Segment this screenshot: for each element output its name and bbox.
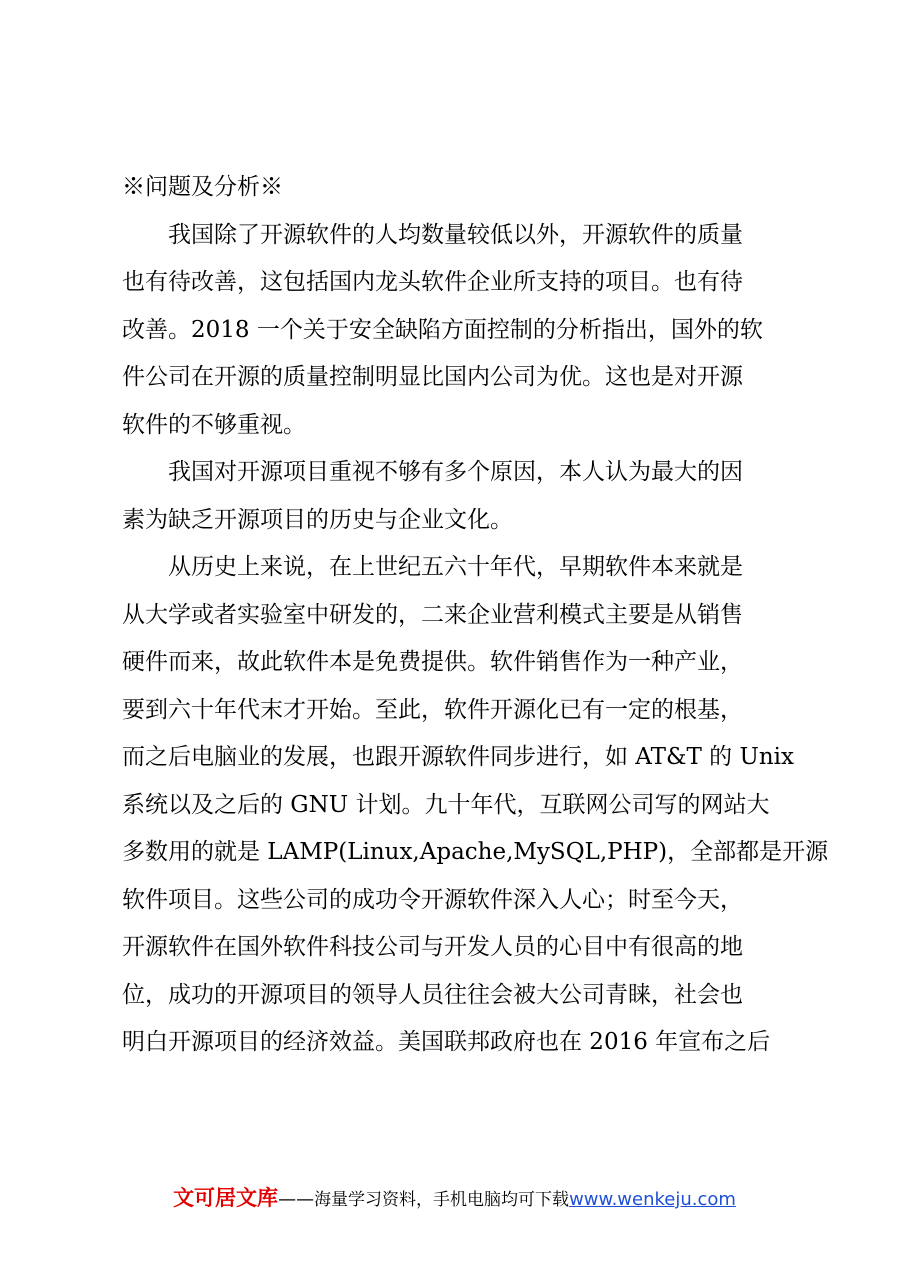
text-line: 改善。2018 一个关于安全缺陷方面控制的分析指出，国外的软 bbox=[122, 316, 763, 343]
text-line: 软件的不够重视。 bbox=[122, 411, 306, 438]
footer-dash: —— bbox=[278, 1189, 315, 1210]
text-line: 硬件而来，故此软件本是免费提供。软件销售作为一种产业， bbox=[122, 649, 743, 675]
text-line: 系统以及之后的 GNU 计划。九十年代，互联网公司写的网站大 bbox=[122, 791, 770, 818]
section-heading: ※问题及分析※ bbox=[122, 174, 283, 200]
text-line: 软件项目。这些公司的成功令开源软件深入人心；时至今天， bbox=[122, 886, 743, 913]
text-line: 我国对开源项目重视不够有多个原因，本人认为最大的因 bbox=[168, 459, 743, 485]
footer-website-link[interactable]: www.wenkeju.com bbox=[569, 1189, 736, 1210]
text-line: 素为缺乏开源项目的历史与企业文化。 bbox=[122, 506, 513, 533]
text-line: 从大学或者实验室中研发的，二来企业营利模式主要是从销售 bbox=[122, 601, 743, 628]
text-line: 明白开源项目的经济效益。美国联邦政府也在 2016 年宣布之后 bbox=[122, 1029, 771, 1055]
document-body bbox=[122, 164, 829, 1067]
text-line: 开源软件在国外软件科技公司与开发人员的心目中有很高的地 bbox=[122, 934, 743, 960]
text-line: 件公司在开源的质量控制明显比国内公司为优。这也是对开源 bbox=[122, 364, 743, 390]
text-line: 而之后电脑业的发展，也跟开源软件同步进行，如 AT&T 的 Unix bbox=[122, 744, 794, 770]
text-line: 从历史上来说，在上世纪五六十年代，早期软件本来就是 bbox=[168, 554, 743, 580]
footer-slogan: 海量学习资料，手机电脑均可下载 bbox=[314, 1190, 570, 1210]
text-line: 位，成功的开源项目的领导人员往往会被大公司青睐，社会也 bbox=[122, 981, 743, 1008]
text-line: 多数用的就是 LAMP(Linux,Apache,MySQL,PHP)，全部都是开源 bbox=[122, 839, 829, 865]
footer-banner bbox=[0, 1182, 909, 1212]
text-line: 也有待改善，这包括国内龙头软件企业所支持的项目。也有待 bbox=[122, 269, 743, 295]
footer-brand: 文可居文库 bbox=[173, 1186, 279, 1210]
text-line: 我国除了开源软件的人均数量较低以外，开源软件的质量 bbox=[168, 221, 743, 248]
paragraph-lines bbox=[122, 212, 829, 1067]
text-line: 要到六十年代末才开始。至此，软件开源化已有一定的根基， bbox=[122, 696, 743, 723]
